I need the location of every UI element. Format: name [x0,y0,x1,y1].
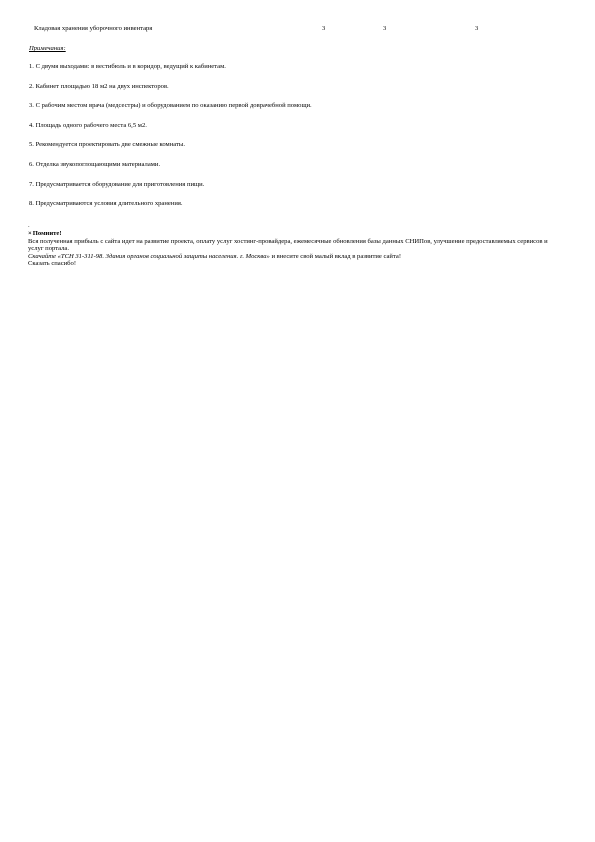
support-notice [28,222,558,268]
download-text-suffix: и внесите свой малый вклад в развитие сайта! [269,252,402,260]
note-item: 4. Площадь одного рабочего места 6,5 м2. [29,121,147,129]
note-item: 2. Кабинет площадью 18 м2 на двух инспекторов. [29,82,169,90]
note-item: 6. Отделка звукопоглощающими материалами. [29,160,161,168]
thanks-link[interactable]: Сказать спасибо! [28,260,77,268]
notice-text: Вся полученная прибыль с сайта идет на развитие проекта, оплату услуг хостинг-провайдера, ежемесячные обновления базы данных СНИПов, улучшение предоставляемых сервисов и услуг портала. [28,237,548,253]
download-text [28,253,558,261]
table-row [34,25,574,35]
download-link[interactable]: Скачайте «ТСН 31-311-98. Здания органов социальной защиты населения. г. Москва» [28,252,270,260]
table-cell-value-2: 3 [383,25,387,32]
notes-list [29,63,574,220]
notice-title: Помните! [32,230,62,237]
note-item: 1. С двумя выходами: в вестибюль и в коридор, ведущий к кабинетам. [29,63,226,70]
note-item: 8. Предусматриваются условия длительного хранения. [29,200,183,208]
note-item: 5. Рекомендуется проектировать две смежные комнаты. [29,141,185,149]
notice-heading [28,230,558,238]
table-cell-room-name: Кладовая хранения уборочного инвентаря [34,25,153,32]
separator-dot: . [28,222,30,229]
note-item: 7. Предусматривается оборудование для приготовления пищи. [29,180,205,188]
table-cell-value-1: 3 [322,25,326,32]
note-item: 3. С рабочим местом врача (медсестры) и оборудованием по оказанию первой доврачебной помощи. [29,102,312,110]
table-cell-value-3: 3 [475,25,479,32]
close-icon[interactable]: × [28,230,32,237]
notes-title: Примечания: [29,45,66,52]
